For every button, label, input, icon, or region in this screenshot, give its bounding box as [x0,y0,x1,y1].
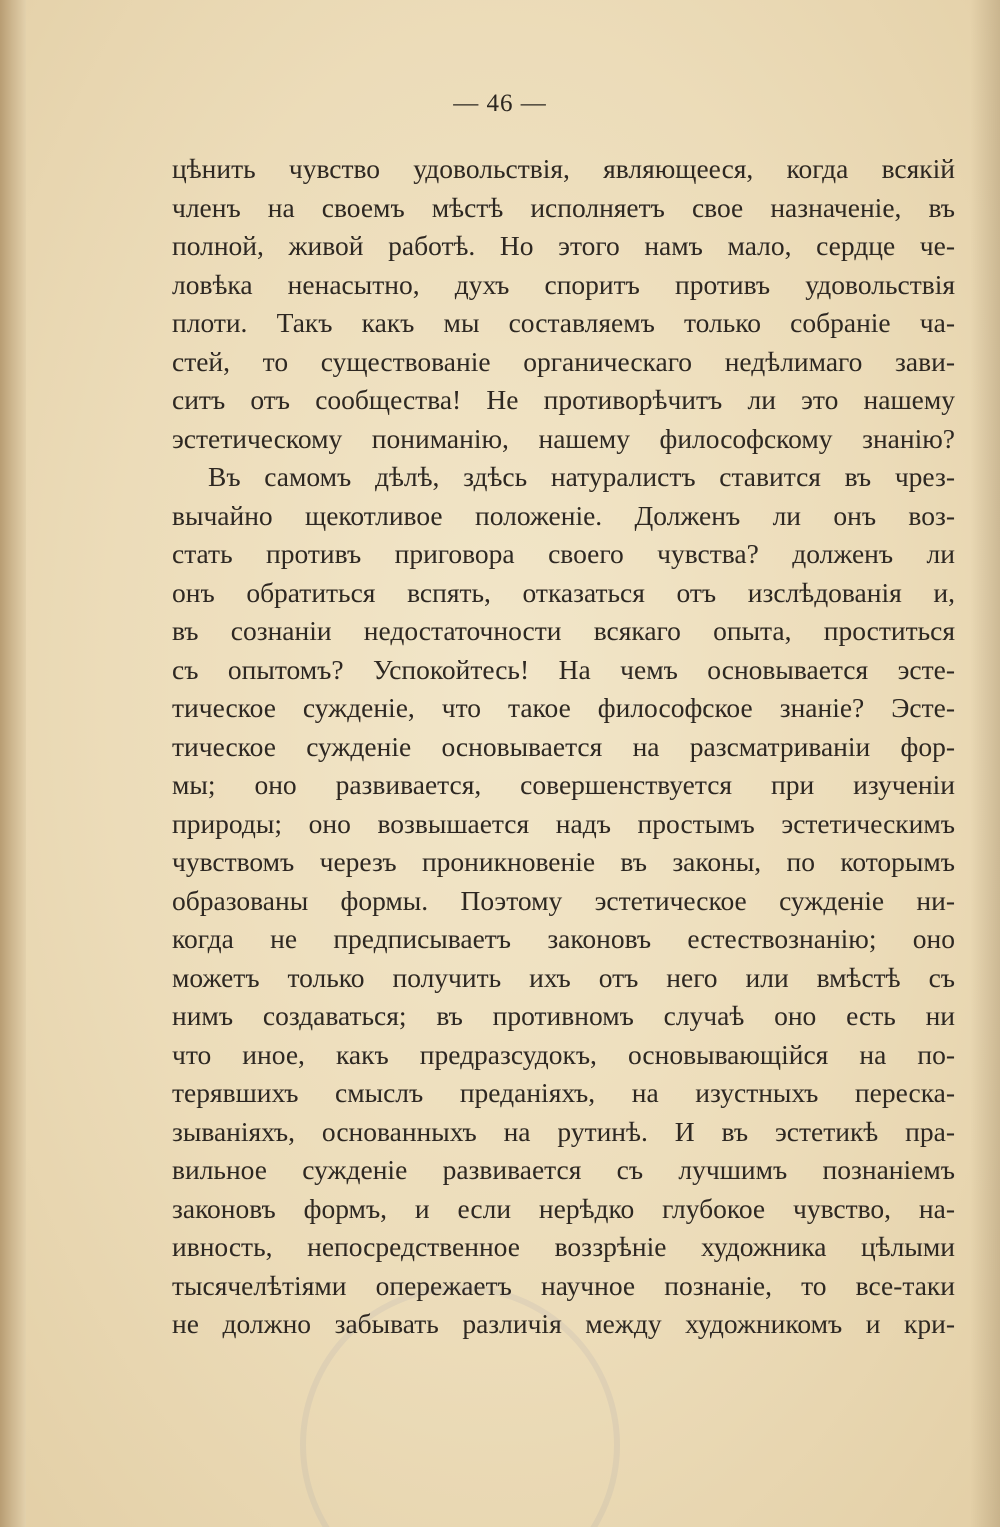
text-line: стать противъ приговора своего чувства? долженъ ли [172,538,955,569]
text-line: членъ на своемъ мѣстѣ исполняетъ свое назначеніе, въ [172,191,955,223]
page-spine-shadow [0,0,26,1527]
text-line: можетъ только получить ихъ отъ него или вмѣстѣ съ [172,961,955,993]
text-line: чувствомъ черезъ проникновеніе въ законы, по которымъ [172,846,955,877]
text-line: онъ обратиться вспять, отказаться отъ изслѣдованія и, [172,576,955,608]
text-line: терявшихъ смыслъ преданіяхъ, на изустныхъ переска- [172,1077,955,1108]
text-line: законовъ формъ, и если нерѣдко глубокое чувство, на- [172,1192,955,1224]
text-line: ловѣка ненасытно, духъ споритъ противъ удовольствія [172,268,955,300]
text-line: вильное сужденіе развивается съ лучшимъ познаніемъ [172,1154,955,1185]
text-line: образованы формы. Поэтому эстетическое сужденіе ни- [172,884,955,916]
page-body-text [172,150,955,1344]
text-line: стей, то существованіе органическаго недѣлимаго зави- [172,345,955,377]
text-line: нимъ создаваться; въ противномъ случаѣ оно есть ни [172,1000,955,1031]
text-line: природы; оно возвышается надъ простымъ эстетическимъ [172,807,955,839]
page-edge-shadow [970,0,1000,1527]
text-line: не должно забывать различія между художникомъ и кри- [172,1308,955,1339]
text-line: полной, живой работѣ. Но этого намъ мало, сердце че- [172,230,955,261]
page-number: — 46 — [453,90,547,117]
text-line: ивность, непосредственное воззрѣніе художника цѣлыми [172,1231,955,1262]
text-line: что иное, какъ предразсудокъ, основывающійся на по- [172,1038,955,1070]
text-line: эстетическому пониманію, нашему философскому знанію? [172,422,955,454]
text-line: ситъ отъ сообщества! Не противорѣчитъ ли это нашему [172,384,955,415]
text-line: съ опытомъ? Успокойтесь! На чемъ основывается эсте- [172,653,955,685]
paragraph-start-line: Въ самомъ дѣлѣ, здѣсь натуралистъ ставится въ чрез- [208,461,955,492]
text-line: вычайно щекотливое положеніе. Долженъ ли онъ воз- [172,499,955,531]
text-line: зываніяхъ, основанныхъ на рутинѣ. И въ эстетикѣ пра- [172,1115,955,1147]
text-line: когда не предписываетъ законовъ естествознанію; оно [172,923,955,954]
text-line: тическое сужденіе основывается на разсматриваніи фор- [172,730,955,762]
text-line: тысячелѣтіями опережаетъ научное познаніе, то все-таки [172,1269,955,1301]
text-line: въ сознаніи недостаточности всякаго опыта, проститься [172,615,955,646]
text-line: мы; оно развивается, совершенствуется при изученіи [172,769,955,800]
text-line: цѣнить чувство удовольствія, являющееся, когда всякій [172,153,955,184]
text-line: плоти. Такъ какъ мы составляемъ только собраніе ча- [172,307,955,338]
text-line: тическое сужденіе, что такое философское знаніе? Эсте- [172,692,955,723]
